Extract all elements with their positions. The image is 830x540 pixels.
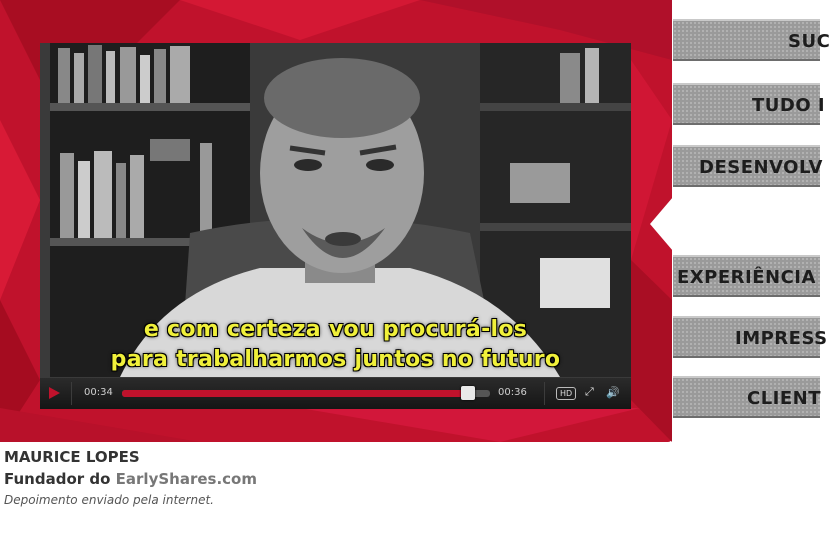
menu-item-label: DESENVOLV: [699, 157, 823, 178]
testimonial-role: [4, 470, 257, 488]
play-icon[interactable]: [49, 387, 60, 399]
testimonial-description: Depoimento enviado pela internet.: [4, 493, 214, 507]
testimonial-name: MAURICE LOPES: [4, 448, 140, 466]
subtitle-line-2: para trabalharmos juntos no futuro: [110, 347, 561, 372]
fullscreen-icon[interactable]: ⤢: [585, 386, 594, 398]
menu-item-label: TUDO I: [752, 95, 826, 116]
video-frame[interactable]: [40, 43, 631, 377]
total-time: 00:36: [498, 387, 527, 398]
video-controls: [40, 377, 631, 409]
video-player[interactable]: [40, 43, 631, 408]
progress-handle[interactable]: [461, 386, 475, 400]
menu-item-4[interactable]: [673, 255, 820, 297]
menu-item-label: SUC: [788, 31, 830, 52]
volume-icon[interactable]: 🔊: [606, 387, 620, 399]
menu-pointer: [650, 197, 673, 251]
progress-fill: [122, 390, 468, 397]
progress-bar[interactable]: [122, 390, 490, 397]
subtitle-line-1: e com certeza vou procurá-los: [143, 317, 528, 342]
control-divider: [71, 382, 72, 405]
role-prefix: Fundador do: [4, 470, 111, 488]
menu-item-2[interactable]: [673, 83, 826, 125]
menu-item-1[interactable]: [673, 19, 830, 61]
site-link[interactable]: EarlyShares.com: [115, 470, 257, 488]
current-time: 00:34: [84, 387, 113, 398]
hd-button[interactable]: HD: [556, 387, 576, 400]
menu-item-label: EXPERIÊNCIA: [677, 267, 816, 288]
menu-item-3[interactable]: [673, 145, 823, 187]
control-divider: [544, 382, 545, 405]
menu-item-5[interactable]: [673, 316, 828, 358]
menu-item-label: IMPRESS: [735, 328, 828, 349]
menu-item-6[interactable]: [673, 376, 820, 418]
menu-item-label: CLIENT: [747, 388, 822, 409]
